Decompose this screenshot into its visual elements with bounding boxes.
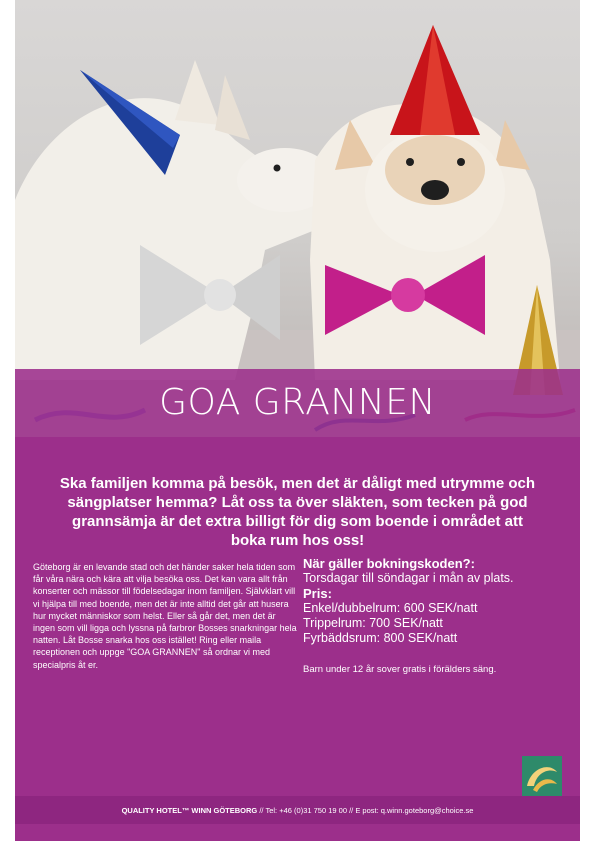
footer-text [15, 806, 580, 815]
price-line: Fyrbäddsrum: 800 SEK/natt [303, 631, 458, 645]
children-note: Barn under 12 år sover gratis i förälders säng. [303, 664, 497, 675]
when-heading: När gäller bokningskoden?: [303, 556, 475, 571]
poster-page [15, 0, 580, 841]
price-line: Enkel/dubbelrum: 600 SEK/natt [303, 601, 478, 615]
price-line: Trippelrum: 700 SEK/natt [303, 616, 443, 630]
booking-info [303, 556, 573, 676]
price-heading: Pris: [303, 586, 332, 601]
headline: GOA GRANNEN [159, 382, 436, 423]
when-text: Torsdagar till söndagar i mån av plats. [303, 571, 514, 585]
quality-logo-icon [519, 756, 565, 796]
footer-contact: // Tel: +46 (0)31 750 19 00 // E post: q.winn.goteborg@choice.se [257, 806, 474, 815]
footer-hotel-name: QUALITY HOTEL™ WINN GÖTEBORG [121, 806, 258, 815]
lead-paragraph: Ska familjen komma på besök, men det är dåligt med utrymme och sängplatser hemma? Låt oss ta över släkten, som tecken på god grannsämja är det extra billigt för dig som boende i området att boka rum hos oss! [59, 475, 536, 549]
body-text: Göteborg är en levande stad och det händer saker hela tiden som får våra nära och kära att vilja besöka oss. Det kan vara allt från konserter och mässor till födelsedagar inom familjen. Självklart vill vi hjälpa till med boende, men det är inte alltid det går att husera hur mycket människor som helst. Eller så går det, men det är ingen som vill ligga och lyssna på farbror Bosses snarkningar hela natten. Låt Bosse snarka hos oss istället! Ring eller maila receptionen och uppge "GOA GRANNEN" så ordnar vi med specialpris åt er. [33, 562, 297, 670]
